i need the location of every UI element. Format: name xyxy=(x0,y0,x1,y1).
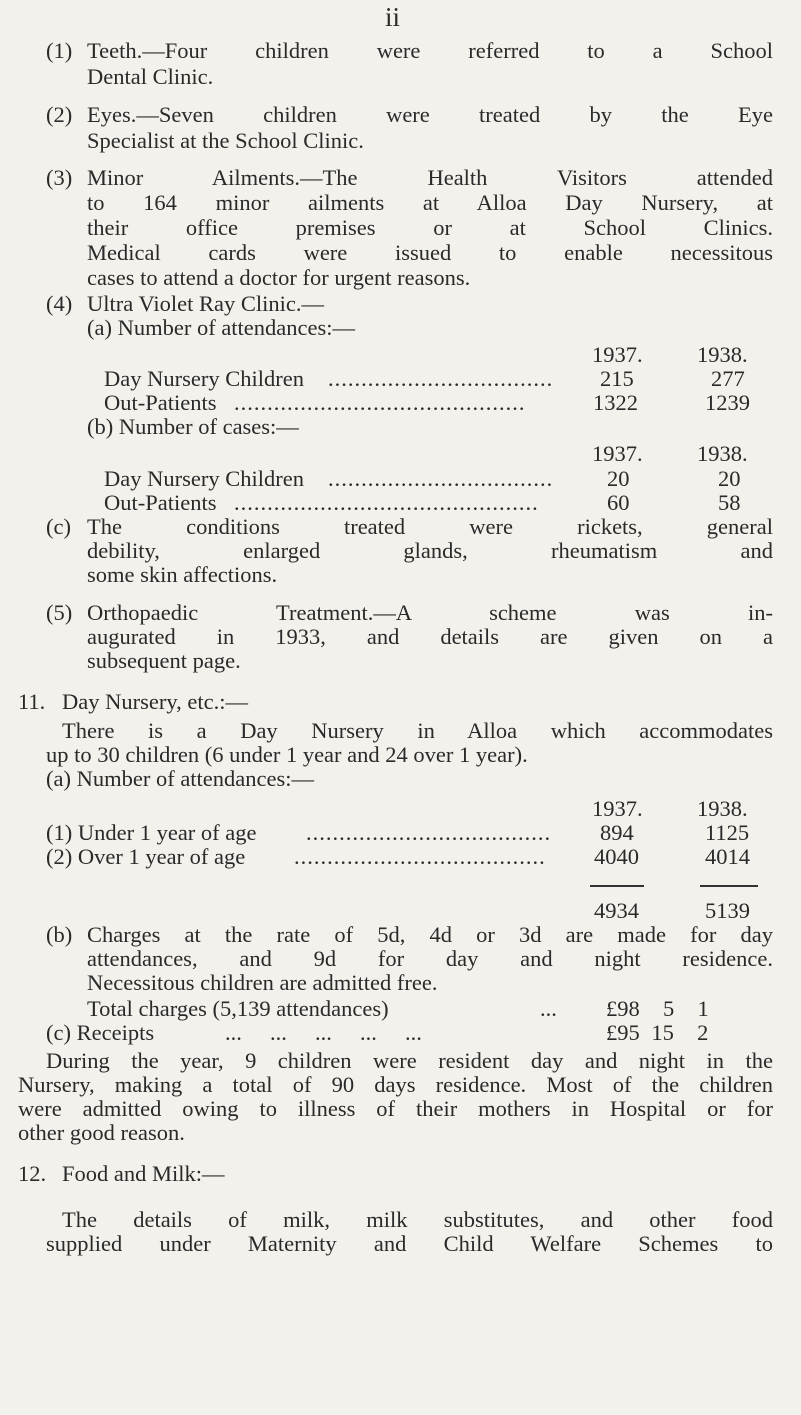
uv-value-1937: 215 xyxy=(600,366,634,391)
eyes-line-2: Specialist at the School Clinic. xyxy=(87,128,364,153)
receipts-amount: £95 15 2 xyxy=(606,1020,709,1045)
ortho-line-1: Orthopaedic Treatment.—A scheme was in- xyxy=(87,600,773,625)
leader-dots: ............................................ xyxy=(234,390,526,415)
total-rule xyxy=(590,885,644,887)
uv-value-1938: 58 xyxy=(718,490,741,515)
leader-dots: ..................................... xyxy=(306,820,552,845)
nursery-value-1938: 1125 xyxy=(705,820,750,845)
uv-value-1938: 20 xyxy=(718,466,741,491)
year-header-1938: 1938. xyxy=(697,796,748,821)
leader-dots: ... ... ... ... ... xyxy=(225,1020,422,1045)
section-12-number: 12. xyxy=(18,1161,47,1186)
year-header-1937: 1937. xyxy=(592,796,643,821)
item-number: (4) xyxy=(46,291,73,316)
year-header-1938: 1938. xyxy=(697,441,748,466)
charges-line-2: attendances, and 9d for day and night residence. xyxy=(87,946,773,971)
food-line-1: The details of milk, milk substitutes, and other food xyxy=(62,1207,773,1232)
nursery-row-label: (2) Over 1 year of age xyxy=(46,844,246,869)
uv-conditions-line-2: debility, enlarged glands, rheumatism and xyxy=(87,538,773,563)
item-number: (5) xyxy=(46,600,73,625)
uv-conditions-line-3: some skin affections. xyxy=(87,562,278,587)
nursery-value-1937: 894 xyxy=(600,820,634,845)
nursery-row-label: (1) Under 1 year of age xyxy=(46,820,257,845)
section-12-title: Food and Milk:— xyxy=(62,1161,225,1186)
leader-dots: .............................................. xyxy=(234,490,539,515)
nursery-para-line-4: other good reason. xyxy=(18,1120,185,1145)
section-11-title: Day Nursery, etc.:— xyxy=(62,689,248,714)
item-number: (2) xyxy=(46,102,73,127)
uv-title: Ultra Violet Ray Clinic.— xyxy=(87,291,324,316)
year-header-1937: 1937. xyxy=(592,342,643,367)
ortho-line-3: subsequent page. xyxy=(87,648,241,673)
item-number: (c) xyxy=(46,514,71,539)
leader-dots: ... xyxy=(540,996,557,1021)
teeth-line-1: Teeth.—Four children were referred to a School xyxy=(87,38,773,63)
minor-line-1: Minor Ailments.—The Health Visitors attended xyxy=(87,165,773,190)
leader-dots: ...................................... xyxy=(294,844,546,869)
uv-row-label: Day Nursery Children xyxy=(104,366,304,391)
uv-value-1937: 1322 xyxy=(593,390,638,415)
nursery-para-line-2: Nursery, making a total of 90 days residence. Most of the children xyxy=(18,1072,773,1097)
nursery-value-1937: 4040 xyxy=(594,844,639,869)
ortho-line-2: augurated in 1933, and details are given on a xyxy=(87,624,773,649)
uv-conditions-line-1: The conditions treated were rickets, general xyxy=(87,514,773,539)
section-11-number: 11. xyxy=(18,689,46,714)
nursery-attendances-label: (a) Number of attendances:— xyxy=(46,766,315,791)
item-number: (1) xyxy=(46,38,73,63)
year-header-1937: 1937. xyxy=(592,441,643,466)
uv-attendances-label: (a) Number of attendances:— xyxy=(87,315,356,340)
item-number: (b) xyxy=(46,922,73,947)
uv-row-label: Out-Patients xyxy=(104,390,217,415)
minor-line-3: their office premises or at School Clinics. xyxy=(87,215,773,240)
uv-value-1938: 1239 xyxy=(705,390,750,415)
food-line-2: supplied under Maternity and Child Welfare Schemes to xyxy=(46,1231,773,1256)
total-charges-amount: £98 5 1 xyxy=(606,996,709,1021)
item-number: (3) xyxy=(46,165,73,190)
nursery-para-line-3: were admitted owing to illness of their mothers in Hospital or for xyxy=(18,1096,773,1121)
leader-dots: .................................. xyxy=(328,366,554,391)
uv-row-label: Day Nursery Children xyxy=(104,466,304,491)
nursery-total-1937: 4934 xyxy=(594,898,639,923)
minor-line-4: Medical cards were issued to enable necessitous xyxy=(87,240,773,265)
page-number: ii xyxy=(385,2,401,32)
total-charges-label: Total charges (5,139 attendances) xyxy=(87,996,389,1021)
minor-line-5: cases to attend a doctor for urgent reasons. xyxy=(87,265,471,290)
eyes-line-1: Eyes.—Seven children were treated by the Eye xyxy=(87,102,773,127)
nursery-intro-line-2: up to 30 children (6 under 1 year and 24 over 1 year). xyxy=(46,742,528,767)
minor-line-2: to 164 minor ailments at Alloa Day Nursery, at xyxy=(87,190,773,215)
nursery-intro-line-1: There is a Day Nursery in Alloa which accommodates xyxy=(62,718,773,743)
receipts-label: (c) Receipts xyxy=(46,1020,155,1045)
total-rule xyxy=(700,885,758,887)
nursery-para-line-1: During the year, 9 children were resident day and night in the xyxy=(46,1048,773,1073)
uv-row-label: Out-Patients xyxy=(104,490,217,515)
nursery-value-1938: 4014 xyxy=(705,844,750,869)
nursery-total-1938: 5139 xyxy=(705,898,750,923)
uv-cases-label: (b) Number of cases:— xyxy=(87,414,299,439)
teeth-line-2: Dental Clinic. xyxy=(87,64,214,89)
leader-dots: .................................. xyxy=(328,466,554,491)
uv-value-1937: 20 xyxy=(607,466,630,491)
charges-line-3: Necessitous children are admitted free. xyxy=(87,970,438,995)
charges-line-1: Charges at the rate of 5d, 4d or 3d are made for day xyxy=(87,922,773,947)
uv-value-1937: 60 xyxy=(607,490,630,515)
year-header-1938: 1938. xyxy=(697,342,748,367)
uv-value-1938: 277 xyxy=(711,366,745,391)
